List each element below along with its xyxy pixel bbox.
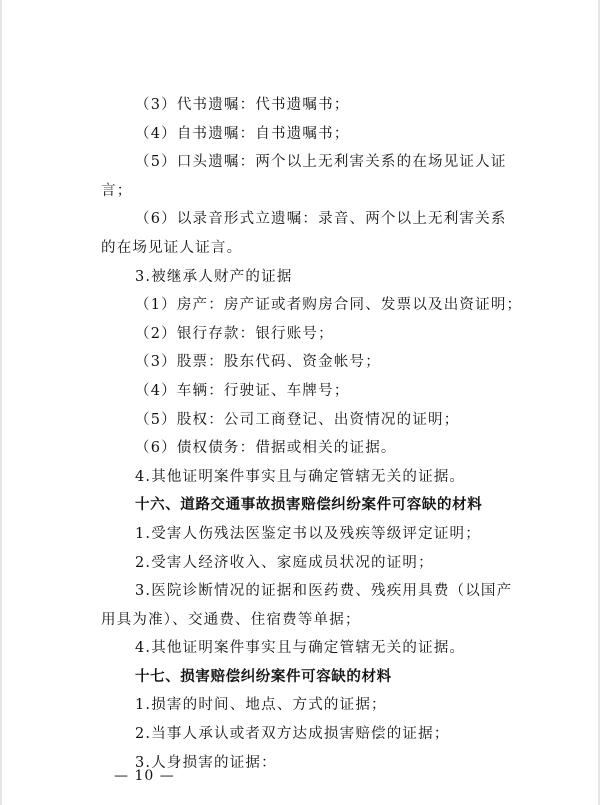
text-line: （5）股权：公司工商登记、出资情况的证明；: [135, 411, 460, 428]
text-line: 4.其他证明案件事实且与确定管辖无关的证据。: [135, 640, 466, 657]
text-line: （6）以录音形式立遗嘱：录音、两个以上无利害关系: [135, 211, 507, 228]
text-line: 1.受害人伤残法医鉴定书以及残疾等级评定证明；: [135, 525, 481, 542]
text-line: （2）银行存款：银行账号；: [135, 325, 334, 342]
text-line: 言；: [101, 182, 133, 199]
text-line: 3.医院诊断情况的证据和医药费、残疾用具费（以国产: [135, 583, 513, 600]
text-line: 1.损害的时间、地点、方式的证据；: [135, 697, 387, 714]
text-line: 3.人身损害的证据：: [135, 754, 277, 771]
page-number: — 10 —: [114, 768, 175, 784]
text-line: （3）代书遗嘱：代书遗嘱书；: [135, 97, 350, 113]
text-line: （3）股票：股东代码、资金帐号；: [135, 354, 381, 371]
text-line: （4）自书遗嘱：自书遗嘱书；: [135, 125, 350, 142]
text-line: （4）车辆：行驶证、车牌号；: [135, 382, 350, 399]
text-line: 3.被继承人财产的证据: [135, 268, 293, 285]
text-line: 的在场见证人证言。: [101, 239, 243, 256]
text-line: （5）口头遗嘱：两个以上无利害关系的在场见证人证: [135, 154, 507, 171]
document-body: [101, 91, 523, 777]
text-line: 用具为准）、交通费、住宿费等单据；: [101, 611, 361, 628]
text-line: 2.受害人经济收入、家庭成员状况的证明；: [135, 554, 434, 571]
text-line: （1）房产：房产证或者购房合同、发票以及出资证明；: [135, 297, 523, 314]
section-heading: 十七、损害赔偿纠纷案件可容缺的材料: [135, 668, 392, 685]
text-line: 2.当事人承认或者双方达成损害赔偿的证据；: [135, 726, 450, 743]
text-line: 4.其他证明案件事实且与确定管辖无关的证据。: [135, 468, 466, 485]
text-line: （6）债权债务：借据或相关的证据。: [135, 440, 397, 457]
section-heading: 十六、道路交通事故损害赔偿纠纷案件可容缺的材料: [135, 497, 483, 514]
page-left-edge: [0, 0, 2, 805]
